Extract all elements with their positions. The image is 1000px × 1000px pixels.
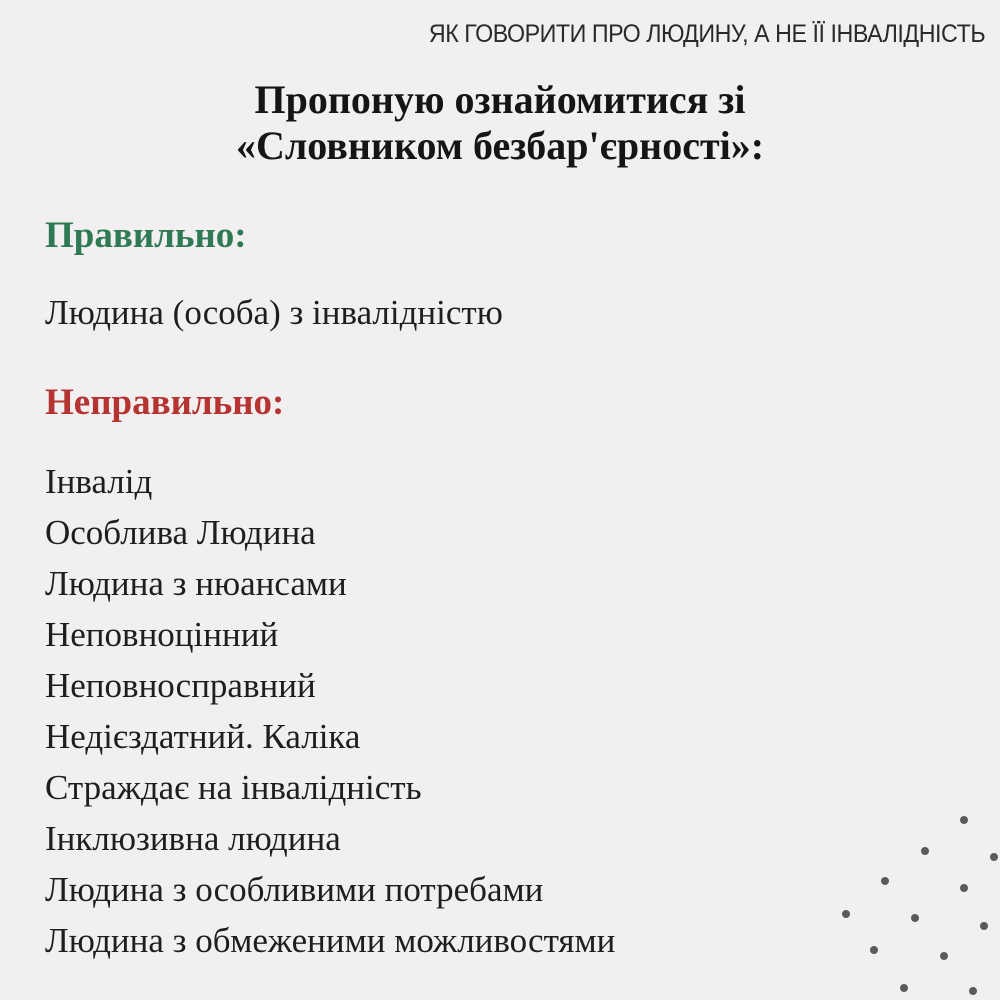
page-title-line2: «Словником безбар'єрності»: (235, 123, 765, 168)
incorrect-term: Особлива Людина (45, 513, 316, 553)
page-title (30, 77, 970, 169)
decorative-dot (900, 984, 908, 992)
incorrect-term: Недієздатний. Каліка (45, 717, 361, 757)
decorative-dot (969, 987, 977, 995)
incorrect-heading: Неправильно: (45, 381, 285, 423)
incorrect-term: Неповноцінний (45, 615, 279, 655)
incorrect-term: Людина з обмеженими можливостями (45, 921, 616, 961)
incorrect-term: Інвалід (45, 462, 153, 502)
incorrect-term: Страждає на інвалідність (45, 768, 422, 808)
incorrect-term: Людина з особливими потребами (45, 870, 544, 910)
correct-term: Людина (особа) з інвалідністю (45, 292, 503, 332)
incorrect-term: Неповносправний (45, 666, 316, 706)
correct-heading: Правильно: (45, 215, 247, 256)
incorrect-term: Людина з нюансами (45, 564, 347, 604)
incorrect-term: Інклюзивна людина (45, 819, 341, 859)
page-header: ЯК ГОВОРИТИ ПРО ЛЮДИНУ, А НЕ ЇЇ ІНВАЛІДНІСТЬ (428, 20, 986, 48)
page-title-line1: Пропоную ознайомитися зі (254, 77, 746, 122)
incorrect-term-list (45, 456, 1000, 966)
